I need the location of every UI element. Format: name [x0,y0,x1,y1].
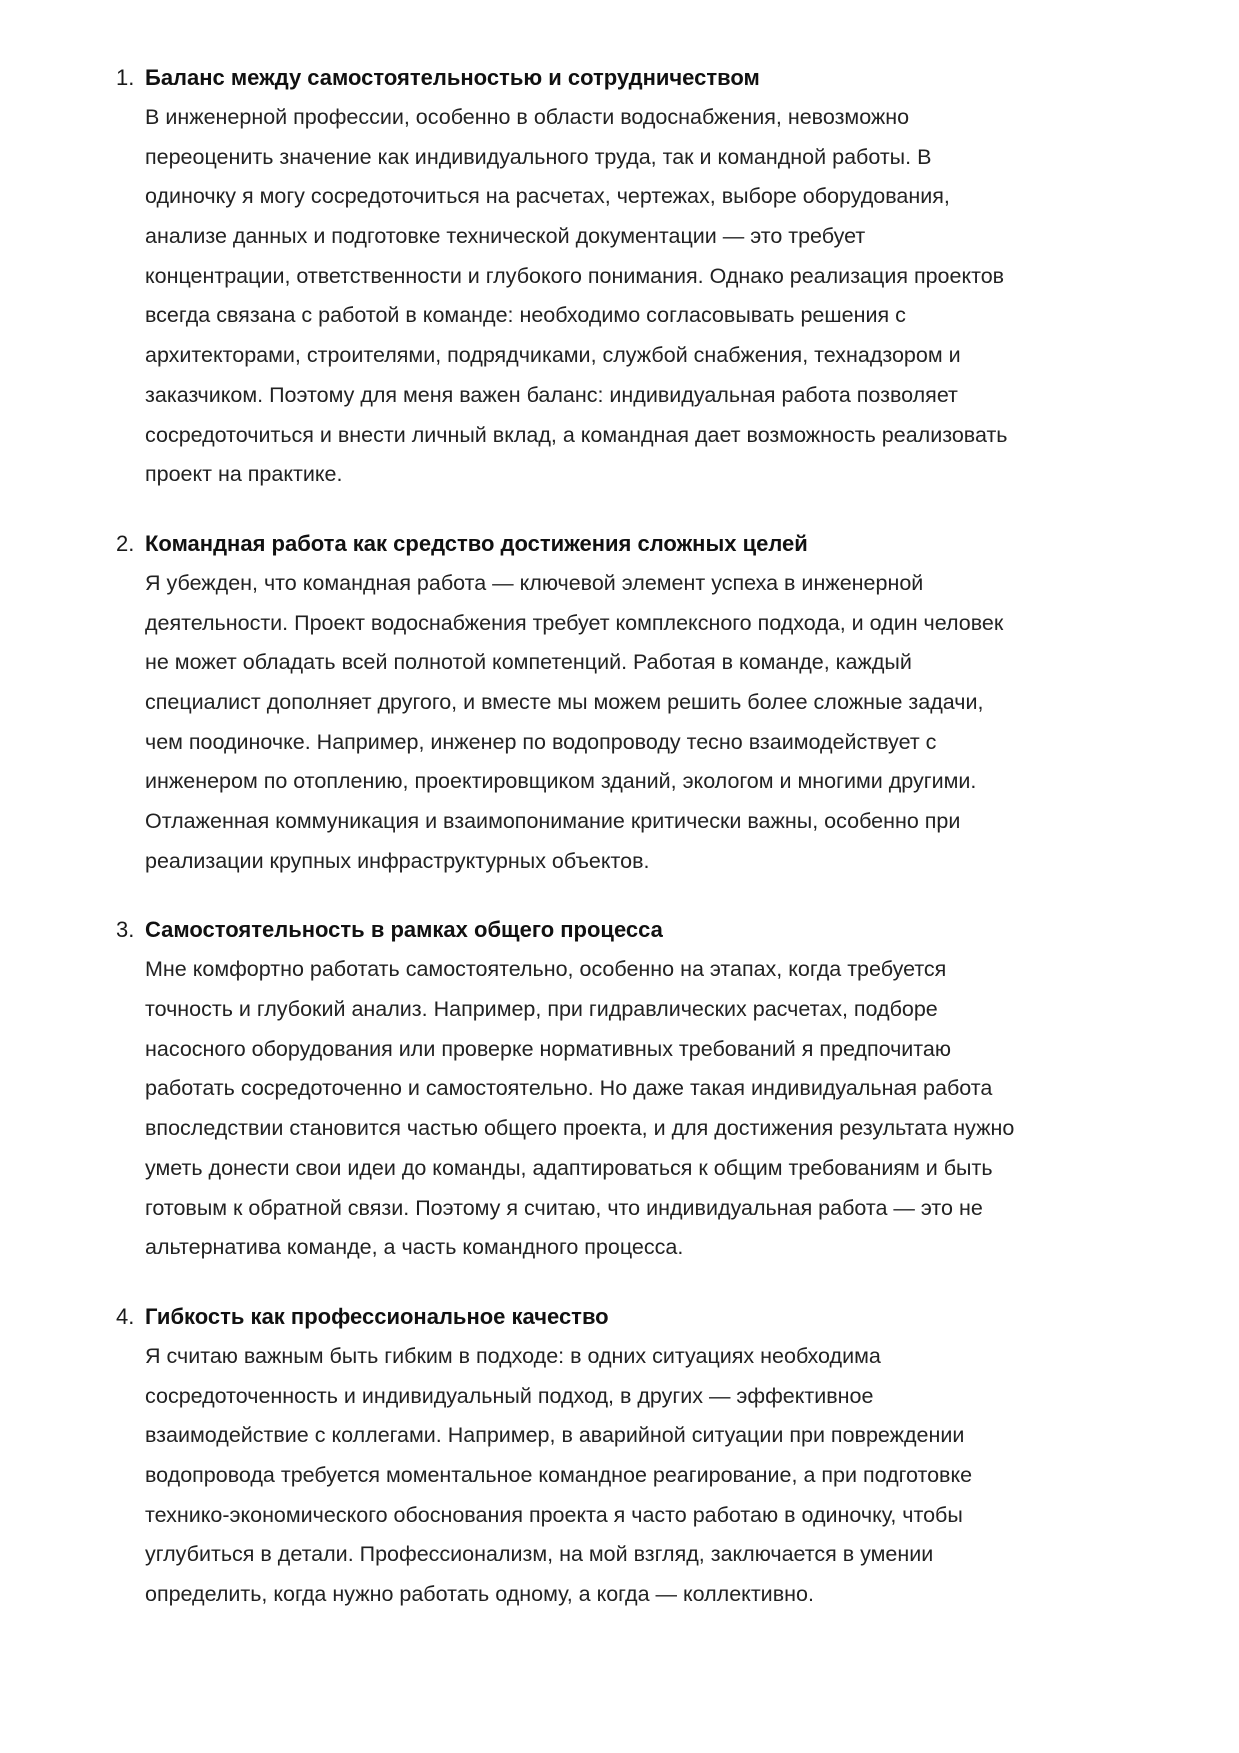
paragraph-line: анализе данных и подготовке технической документации — это требует [145,224,866,249]
paragraph-line: архитекторами, строителями, подрядчиками, службой снабжения, технадзором и [145,343,961,368]
paragraph-line: Мне комфортно работать самостоятельно, особенно на этапах, когда требуется [145,957,947,982]
paragraph-line: В инженерной профессии, особенно в области водоснабжения, невозможно [145,105,910,129]
paragraph-line: определить, когда нужно работать одному, а когда — коллективно. [145,1582,814,1606]
list-item [0,910,1239,1268]
list-number: 1. [116,65,135,90]
paragraph-line: готовым к обратной связи. Поэтому я считаю, что индивидуальная работа — это не [145,1195,983,1220]
paragraph-line: насосного оборудования или проверке нормативных требований я предпочитаю [145,1036,951,1061]
paragraph-line: взаимодействие с коллегами. Например, в аварийной ситуации при повреждении [145,1423,965,1448]
list-item-heading [0,58,1239,98]
paragraph-line: впоследствии становится частью общего проекта, и для достижения результата нужно [145,1116,1015,1141]
paragraph-line: реализации крупных инфраструктурных объектов. [145,848,650,873]
paragraph-line: альтернатива команде, а часть командного процесса. [145,1235,684,1260]
paragraph-line: одиночку я могу сосредоточиться на расчетах, чертежах, выборе оборудования, [145,184,950,209]
paragraph-line: переоценить значение как индивидуального труда, так и командной работы. В [145,144,932,169]
paragraph-line: сосредоточенность и индивидуальный подход, в других — эффективное [145,1383,874,1408]
paragraph-line: уметь донести свои идеи до команды, адаптироваться к общим требованиям и быть [145,1155,993,1180]
list-item-title: Гибкость как профессиональное качество [145,1303,609,1329]
paragraph-line: специалист дополняет другого, и вместе мы можем решить более сложные задачи, [145,689,984,714]
list-item-title: Командная работа как средство достижения сложных целей [145,530,808,556]
paragraph-line: деятельности. Проект водоснабжения требует комплексного подхода, и один человек [145,610,1004,635]
paragraph-line: Отлаженная коммуникация и взаимопонимание критически важны, особенно при [145,809,961,833]
paragraph-line: проект на практике. [145,462,343,487]
list-number: 2. [116,530,135,556]
paragraph-line: концентрации, ответственности и глубокого понимания. Однако реализация проектов [145,263,1005,288]
list-item [0,524,1239,882]
paragraph-line: Я считаю важным быть гибким в подходе: в одних ситуациях необходима [145,1343,881,1368]
paragraph-line: всегда связана с работой в команде: необходимо согласовывать решения с [145,303,906,328]
list-number: 3. [116,917,135,943]
paragraph-line: инженером по отоплению, проектировщиком зданий, экологом и многими другими. [145,769,977,794]
paragraph-line: заказчиком. Поэтому для меня важен баланс: индивидуальная работа позволяет [145,382,958,407]
paragraph-line: водопровода требуется моментальное командное реагирование, а при подготовке [145,1462,973,1487]
paragraph-line: технико-экономического обоснования проекта я часто работаю в одиночку, чтобы [145,1502,963,1527]
list-item-heading [0,524,1239,564]
paragraph-line: работать сосредоточенно и самостоятельно. Но даже такая индивидуальная работа [145,1076,993,1101]
list-item-heading [0,1297,1239,1337]
list-item-title: Баланс между самостоятельностью и сотрудничеством [145,65,760,90]
list-number: 4. [116,1303,135,1329]
document-body [0,58,1239,1644]
paragraph-line: не может обладать всей полнотой компетенций. Работая в команде, каждый [145,650,912,675]
list-item [0,58,1239,495]
list-item-title: Самостоятельность в рамках общего процесса [145,917,663,943]
paragraph-line: сосредоточиться и внести личный вклад, а командная дает возможность реализовать [145,422,1008,447]
paragraph-line: углубиться в детали. Профессионализм, на мой взгляд, заключается в умении [145,1542,934,1567]
list-item [0,1297,1239,1615]
paragraph-line: точность и глубокий анализ. Например, при гидравлических расчетах, подборе [145,997,938,1022]
paragraph-line: чем поодиночке. Например, инженер по водопроводу тесно взаимодействует с [145,729,937,754]
list-item-heading [0,910,1239,950]
paragraph-line: Я убежден, что командная работа — ключевой элемент успеха в инженерной [145,570,924,595]
